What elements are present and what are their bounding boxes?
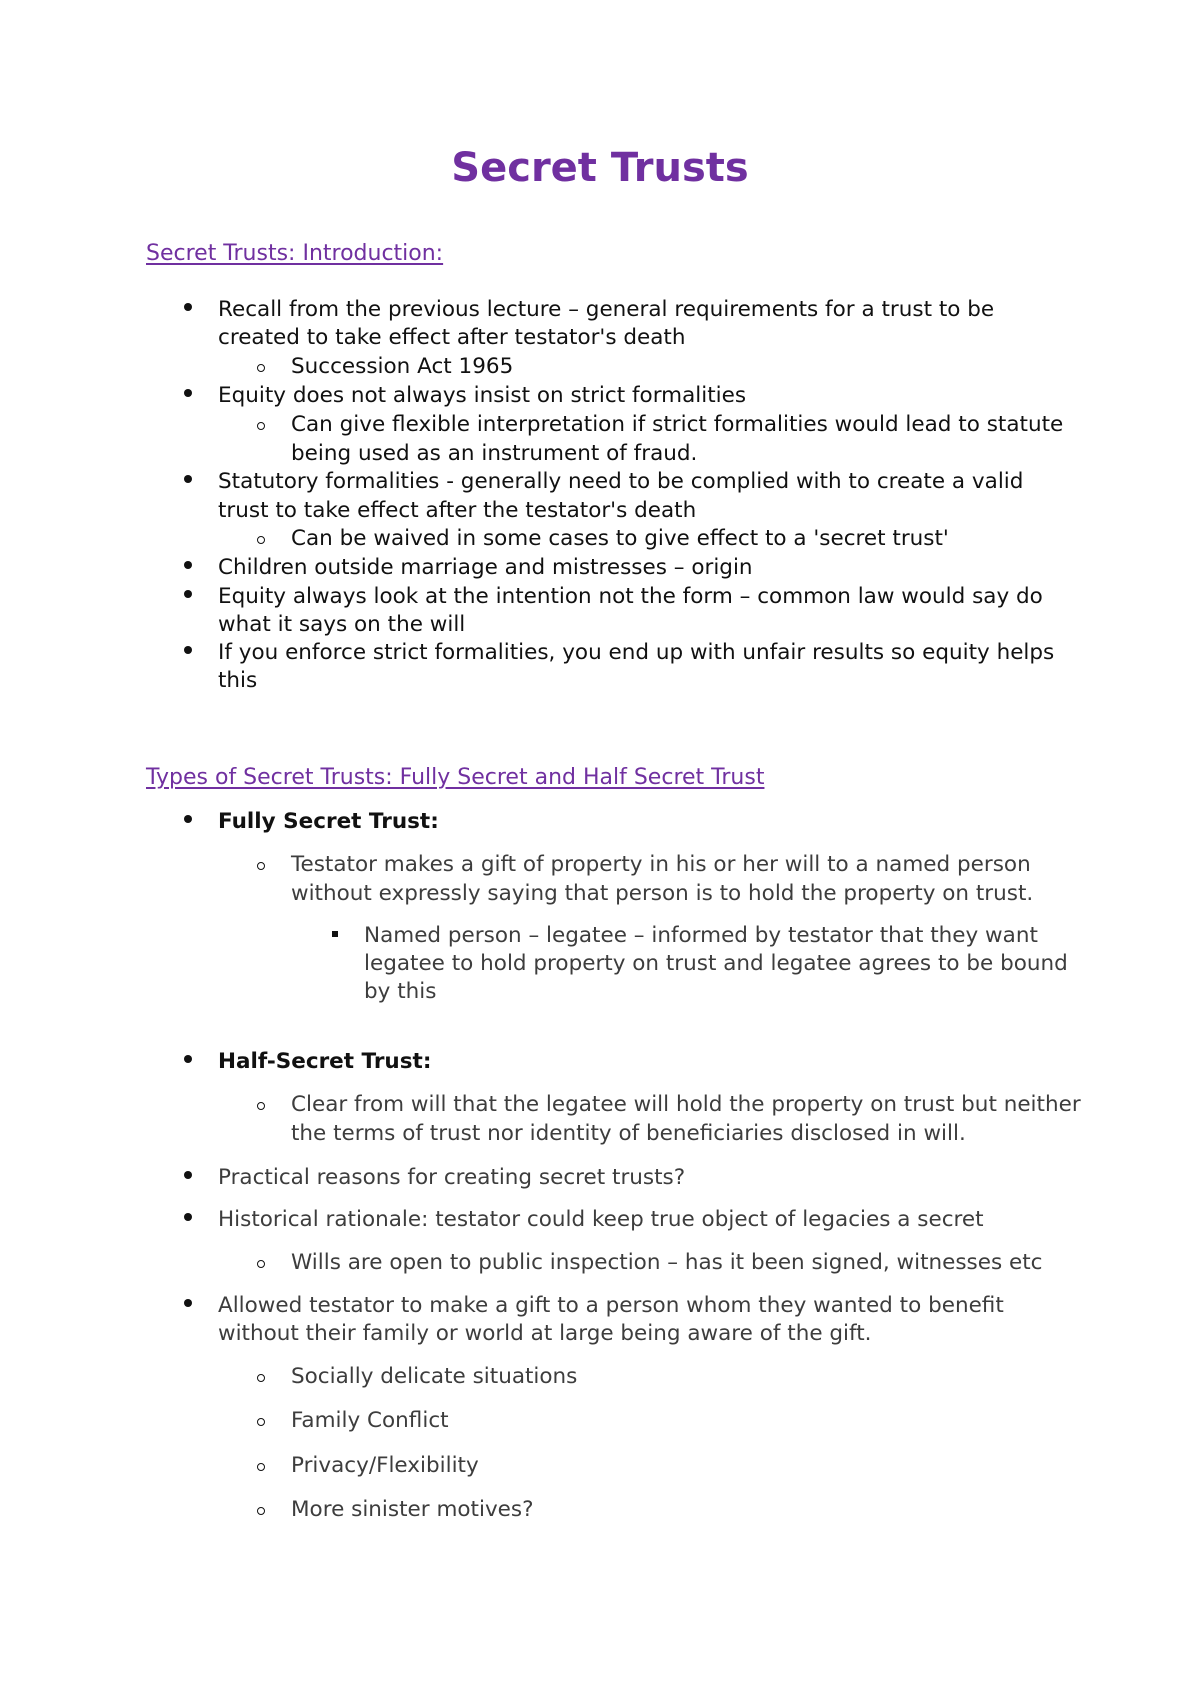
sub-bullet-icon — [257, 1418, 265, 1426]
list-item-text: Statutory formalities - generally need to be complied with to create a valid — [218, 469, 1024, 494]
sub-bullet-icon — [257, 422, 265, 430]
list-item-text: what it says on the will — [218, 612, 466, 637]
list-item-text: without expressly saying that person is to hold the property on trust. — [291, 881, 1034, 906]
list-item-text: Privacy/Flexibility — [291, 1453, 479, 1478]
section-heading-introduction: Secret Trusts: Introduction: — [146, 241, 444, 266]
section-heading-types: Types of Secret Trusts: Fully Secret and Half Secret Trust — [146, 765, 765, 790]
list-item-text: the terms of trust nor identity of beneficiaries disclosed in will. — [291, 1121, 966, 1146]
list-item-text: Equity always look at the intention not the form – common law would say do — [218, 584, 1043, 609]
list-item-text: Can be waived in some cases to give effect to a 'secret trust' — [291, 526, 949, 551]
bullet-icon — [184, 561, 192, 569]
sub-bullet-icon — [257, 364, 265, 372]
list-item-text: Family Conflict — [291, 1408, 449, 1433]
list-item-text: legatee to hold property on trust and legatee agrees to be bound — [364, 951, 1068, 976]
list-item-text: Succession Act 1965 — [291, 354, 514, 379]
sub-sub-bullet-icon — [332, 931, 338, 937]
list-item-text: Socially delicate situations — [291, 1364, 578, 1389]
bullet-icon — [184, 1171, 192, 1179]
list-item-text: being used as an instrument of fraud. — [291, 441, 698, 466]
list-item-heading: Half-Secret Trust: — [218, 1049, 432, 1074]
document-title: Secret Trusts — [451, 145, 749, 191]
list-item-text: Allowed testator to make a gift to a person whom they wanted to benefit — [218, 1293, 1004, 1318]
list-item-text: Children outside marriage and mistresses – origin — [218, 555, 753, 580]
list-item-text: this — [218, 668, 258, 693]
bullet-icon — [184, 1299, 192, 1307]
list-item-text: Equity does not always insist on strict formalities — [218, 383, 747, 408]
list-item-text: Testator makes a gift of property in his or her will to a named person — [291, 852, 1031, 877]
list-item-text: Historical rationale: testator could keep true object of legacies a secret — [218, 1207, 984, 1232]
list-item-text: Named person – legatee – informed by testator that they want — [364, 923, 1038, 948]
sub-bullet-icon — [257, 1260, 265, 1268]
list-item-text: If you enforce strict formalities, you end up with unfair results so equity helps — [218, 640, 1055, 665]
list-item-text: Can give flexible interpretation if strict formalities would lead to statute — [291, 412, 1064, 437]
bullet-icon — [184, 303, 192, 311]
list-item-text: More sinister motives? — [291, 1497, 534, 1522]
list-item-text: trust to take effect after the testator's death — [218, 498, 697, 523]
list-item-text: Clear from will that the legatee will hold the property on trust but neither — [291, 1092, 1081, 1117]
list-item-text: Wills are open to public inspection – has it been signed, witnesses etc — [291, 1250, 1043, 1275]
sub-bullet-icon — [257, 862, 265, 870]
sub-bullet-icon — [257, 1374, 265, 1382]
sub-bullet-icon — [257, 536, 265, 544]
list-item-text: created to take effect after testator's death — [218, 325, 686, 350]
sub-bullet-icon — [257, 1102, 265, 1110]
bullet-icon — [184, 1213, 192, 1221]
list-item-heading: Fully Secret Trust: — [218, 809, 439, 834]
sub-bullet-icon — [257, 1507, 265, 1515]
bullet-icon — [184, 590, 192, 598]
bullet-icon — [184, 475, 192, 483]
sub-bullet-icon — [257, 1463, 265, 1471]
bullet-icon — [184, 1055, 192, 1063]
list-item-text: Practical reasons for creating secret trusts? — [218, 1165, 686, 1190]
list-item-text: without their family or world at large being aware of the gift. — [218, 1321, 872, 1346]
bullet-icon — [184, 646, 192, 654]
list-item-text: by this — [364, 979, 437, 1004]
bullet-icon — [184, 389, 192, 397]
list-item-text: Recall from the previous lecture – general requirements for a trust to be — [218, 297, 995, 322]
bullet-icon — [184, 815, 192, 823]
